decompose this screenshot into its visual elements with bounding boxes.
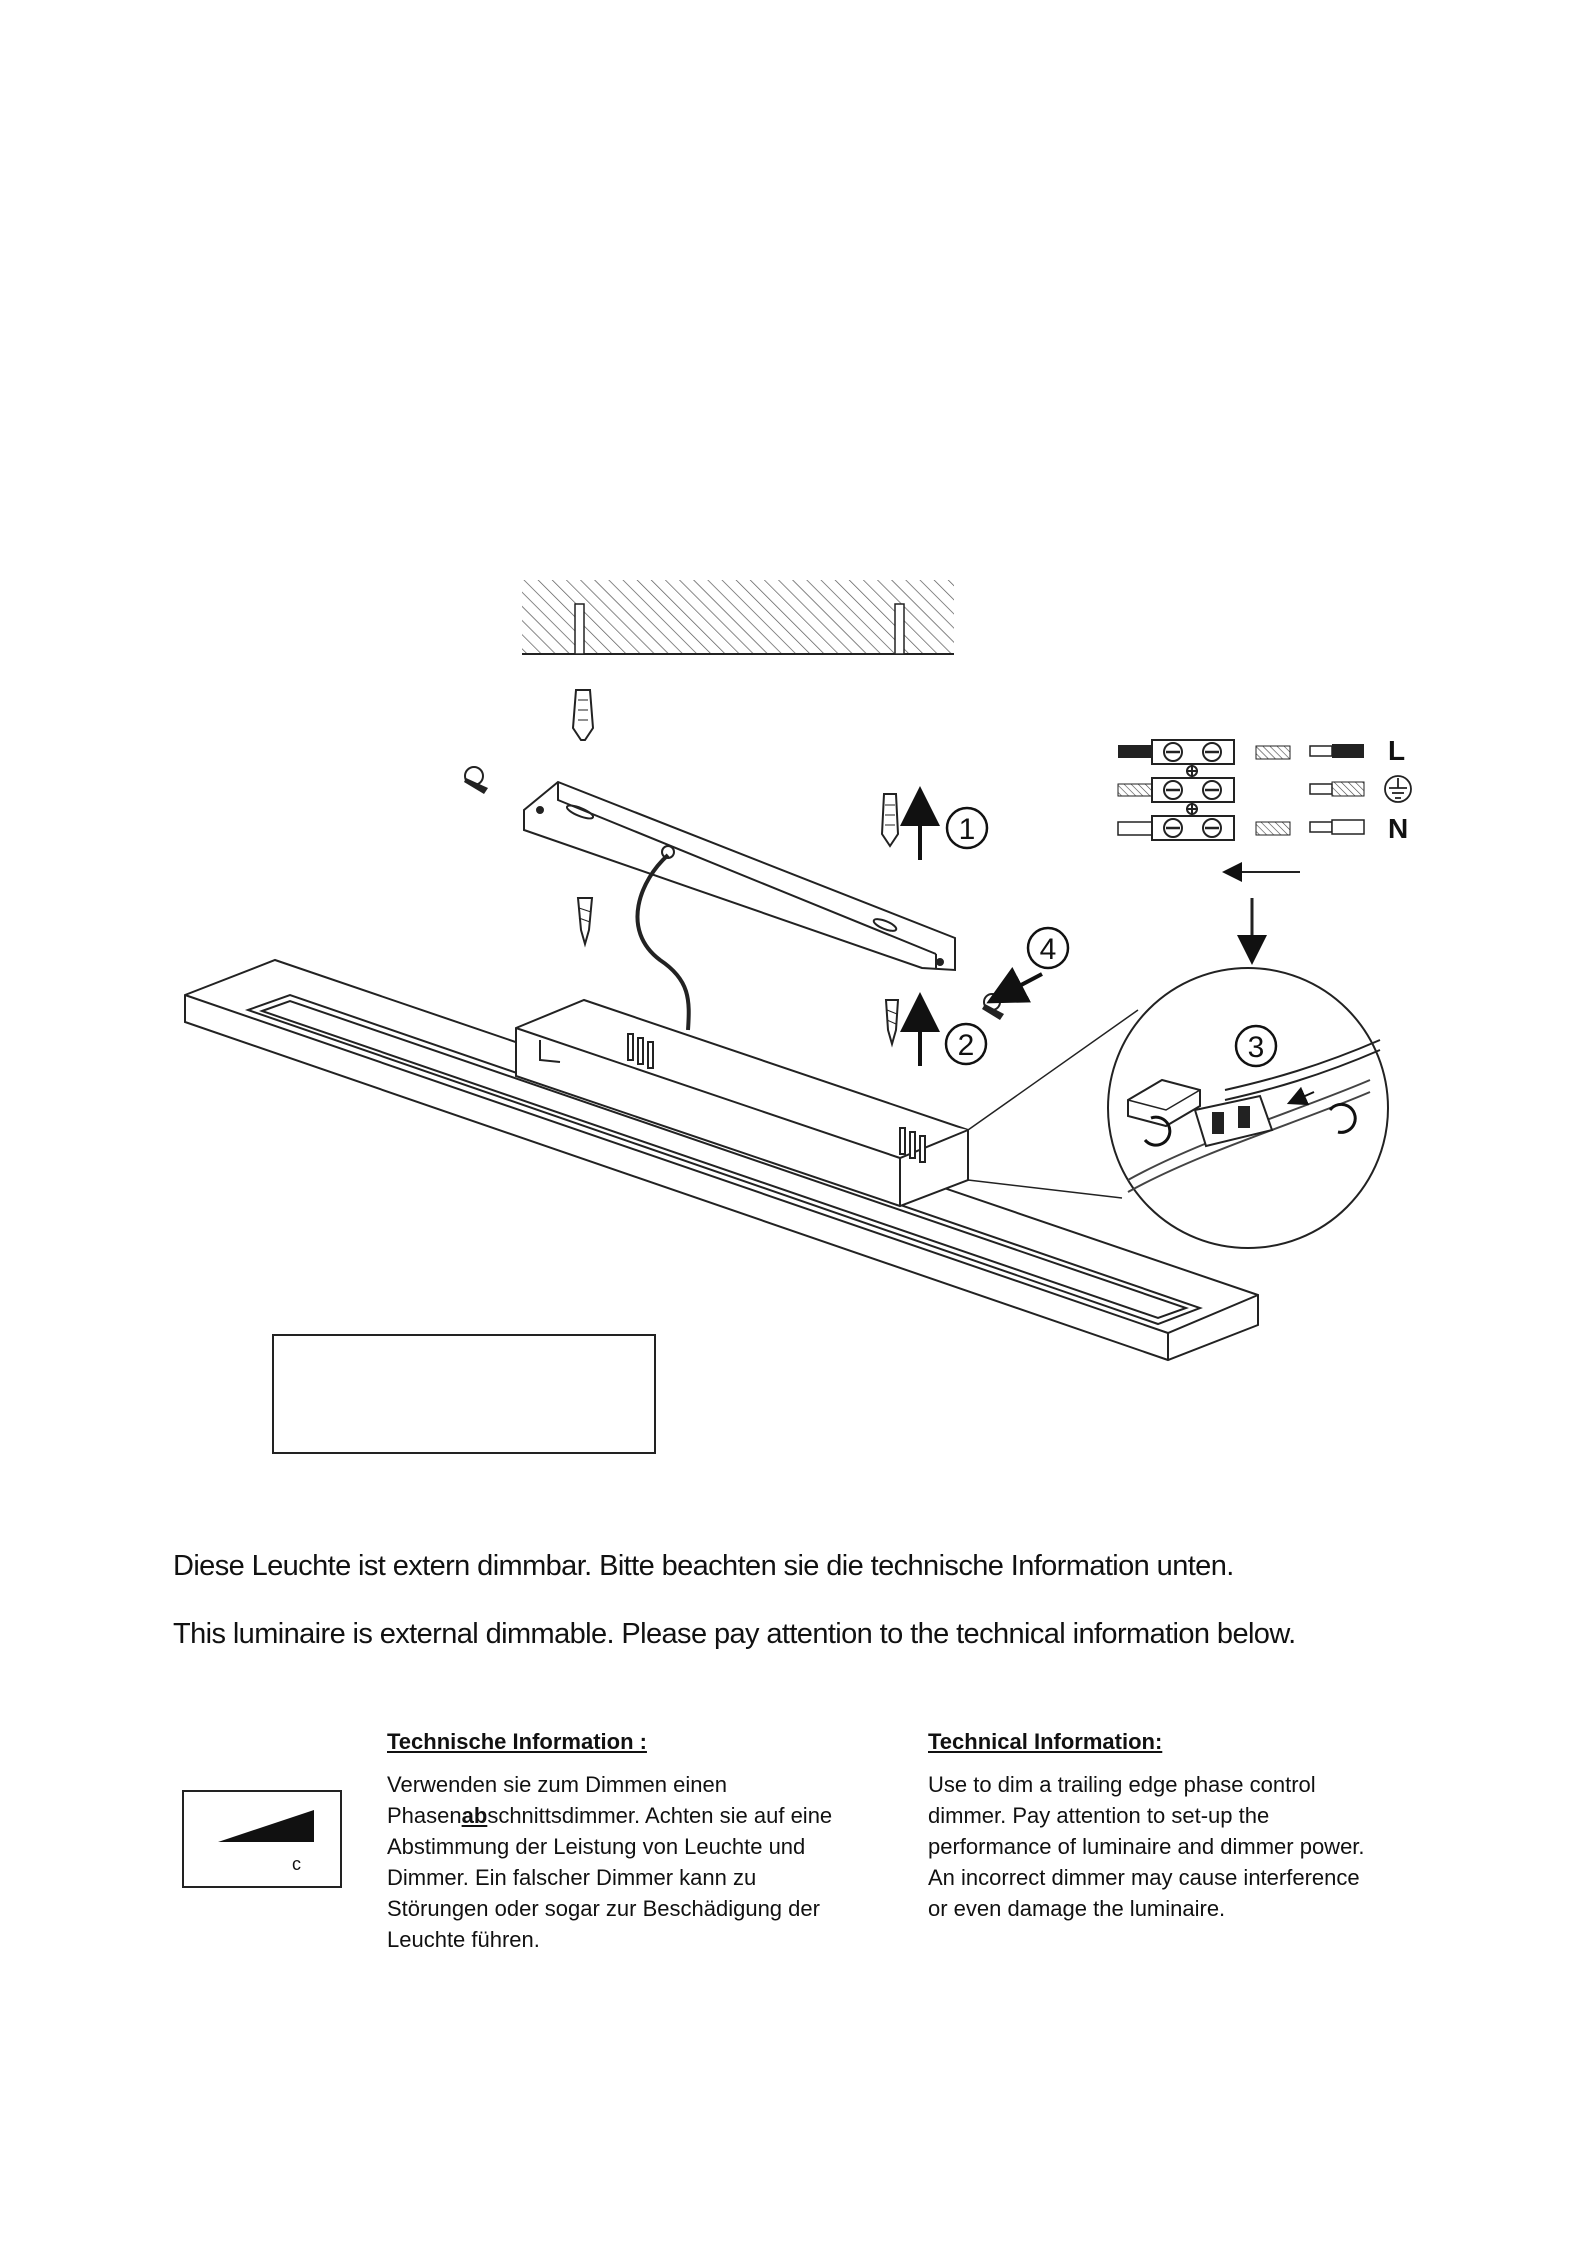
step-label-1 — [947, 808, 987, 848]
tech-de-line1: Verwenden sie zum Dimmen einen — [387, 1772, 727, 1797]
tech-de-line2-post: schnittsdimmer. Achten sie auf eine — [487, 1803, 833, 1828]
dimmer-symbol-letter: c — [292, 1854, 301, 1874]
tech-body-english: Use to dim a trailing edge phase control dimmer. Pay attention to set-up the performance of luminaire and dimmer power. An incorrect dimmer may cause interference or even damage the luminaire. — [928, 1772, 1365, 1921]
step-4-screw — [982, 968, 1042, 1020]
zoom-detail — [968, 968, 1388, 1248]
earth-ground-icon — [1385, 776, 1411, 802]
tech-de-line2-pre: Phasen — [387, 1803, 462, 1828]
empty-label-box — [272, 1334, 656, 1454]
tech-heading-german: Technische Information : — [387, 1729, 647, 1754]
technical-info-english — [928, 1726, 1428, 1924]
step-label-2 — [946, 1024, 986, 1064]
technical-info-german — [387, 1726, 887, 1955]
step-2-screw — [886, 1000, 920, 1066]
tech-de-line2-bold: ab — [461, 1803, 488, 1828]
svg-text:3: 3 — [1247, 1031, 1265, 1064]
intro-german: Diese Leuchte ist extern dimmbar. Bitte beachten sie die technische Information unten. — [173, 1550, 1234, 1582]
trailing-edge-dimmer-icon — [182, 1790, 342, 1888]
power-cable — [637, 855, 688, 1030]
step-1-anchor — [882, 794, 920, 860]
terminal-block — [1118, 740, 1364, 950]
wall-plug — [573, 690, 593, 740]
svg-text:4: 4 — [1039, 933, 1057, 966]
screw-icon — [578, 898, 592, 944]
step-label-3 — [1236, 1026, 1276, 1066]
screw-icon — [464, 767, 488, 794]
ceiling — [522, 580, 954, 654]
svg-text:2: 2 — [957, 1029, 975, 1062]
wire-label-live: L — [1388, 735, 1406, 766]
wire-label-neutral: N — [1388, 813, 1409, 844]
tech-heading-english: Technical Information: — [928, 1729, 1163, 1754]
step-label-4 — [1028, 928, 1068, 968]
tech-body-german — [387, 1769, 887, 1955]
intro-english: This luminaire is external dimmable. Please pay attention to the technical information below. — [173, 1618, 1296, 1650]
svg-text:1: 1 — [958, 813, 976, 846]
luminaire-panel — [185, 960, 1258, 1360]
tech-de-rest: Abstimmung der Leistung von Leuchte und Dimmer. Ein falscher Dimmer kann zu Störungen oder sogar zur Beschädigung der Leuchte führen. — [387, 1834, 820, 1952]
